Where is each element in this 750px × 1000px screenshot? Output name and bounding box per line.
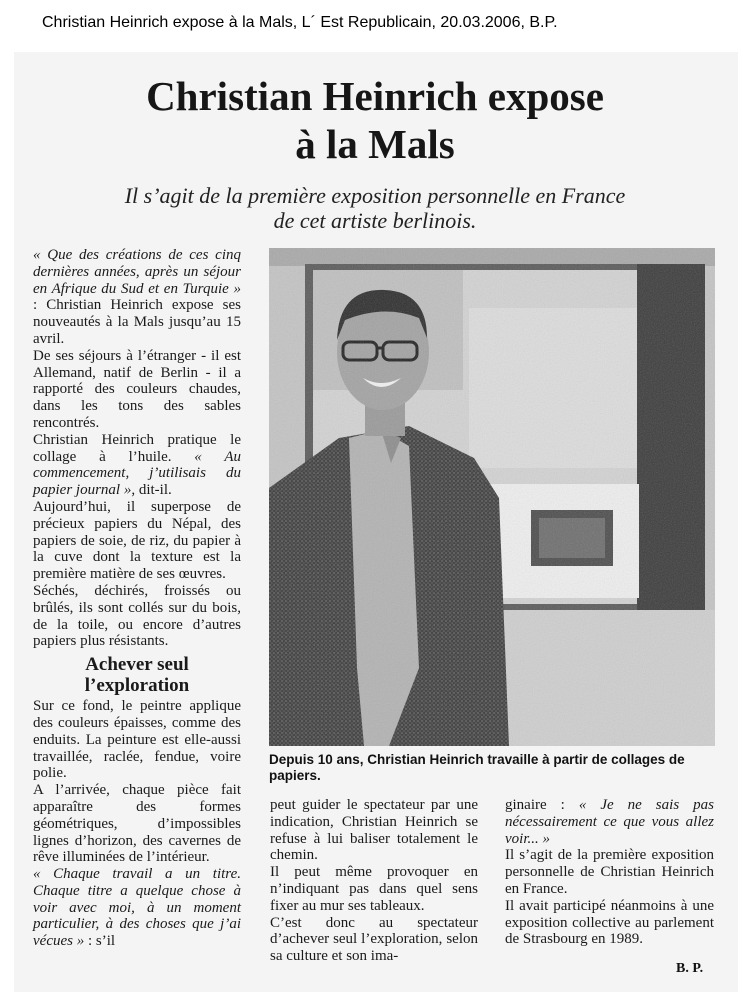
paragraph: De ses séjours à l’étranger - il est Allemand, natif de Berlin - il a rapporté des couleurs chaudes, dans les tons des sables rencontrés.: [33, 347, 241, 431]
paragraph: Il s’agit de la première exposition personnelle de Christian Heinrich en France.: [505, 847, 714, 897]
paragraph: peut guider le spectateur par une indication, Christian Heinrich se refuse à lui baliser totalement le chemin.: [270, 797, 478, 864]
paragraph: Sur ce fond, le peintre applique des couleurs épaisses, comme des enduits. La peinture est elle-aussi travaillée, raclée, fendue, voire polie.: [33, 698, 241, 782]
author-signature: B. P.: [676, 961, 704, 976]
paragraph: Aujourd’hui, il superpose de précieux papiers du Népal, des papiers de soie, de riz, du papier à la cuve dont la texture est la première matière de ses œuvres.: [33, 498, 241, 583]
headline-line-2: à la Mals: [295, 121, 455, 167]
paragraph: Christian Heinrich pratique le collage à l’huile. « Au commencement, j’utilisais du papier journal », dit-il.: [33, 431, 241, 499]
article-subtitle: [0, 183, 750, 233]
paragraph: Il avait participé néanmoins à une exposition collective au parlement de Strasbourg en 1989.: [505, 897, 714, 948]
headline-line-1: Christian Heinrich expose: [146, 73, 604, 119]
quote: « Au commencement, j’utilisais du papier journal »: [33, 448, 241, 499]
quote: « Chaque travail a un titre. Chaque titre a quelque chose à voir avec moi, à un moment particulier, à des choses que j’ai vécues »: [33, 866, 241, 950]
page-caption: Christian Heinrich expose à la Mals, L´ Est Republicain, 20.03.2006, B.P.: [42, 14, 558, 31]
quote: « Je ne sais pas nécessairement ce que vous allez voir... »: [505, 797, 714, 847]
paragraph: A l’arrivée, chaque pièce fait apparaître des formes géométriques, d’impossibles lignes d’horizon, des cavernes de rêve illuminées de l’intérieur.: [33, 782, 241, 866]
photo-caption: Depuis 10 ans, Christian Heinrich travaille à partir de collages de papiers.: [269, 752, 685, 783]
paragraph: « Que des créations de ces cinq dernières années, après un séjour en Afrique du Sud et en Turquie » : Christian Heinrich expose ses nouveautés à la Mals jusqu’au 15 avril.: [33, 247, 241, 347]
paragraph: Séchés, déchirés, froissés ou brûlés, ils sont collés sur du bois, de la toile, ou encore d’autres papiers plus résistants.: [33, 582, 241, 650]
article-headline: [0, 72, 750, 168]
article-subheading: Achever seul l’exploration: [84, 654, 190, 697]
paragraph: « Chaque travail a un titre. Chaque titre a quelque chose à voir avec moi, à un moment particulier, à des choses que j’ai vécues » : s’il: [33, 866, 241, 950]
subtitle-line-1: Il s’agit de la première exposition personnelle en France: [124, 183, 626, 208]
article-column-2: [270, 797, 478, 965]
photo-artist-with-painting: [269, 248, 715, 746]
article-column-3: [505, 797, 714, 948]
paragraph: Il peut même provoquer en n’indiquant pas dans quel sens fixer au mur ses tableaux.: [270, 864, 478, 914]
article-column-1: [33, 247, 241, 950]
article-photo: [269, 248, 715, 746]
quote: « Que des créations de ces cinq dernières années, après un séjour en Afrique du Sud et en Turquie »: [33, 247, 241, 297]
subtitle-line-2: de cet artiste berlinois.: [273, 208, 477, 233]
paragraph: C’est donc au spectateur d’achever seul l’exploration, selon sa culture et son ima-: [270, 914, 478, 965]
paragraph: ginaire : « Je ne sais pas nécessairement ce que vous allez voir... »: [505, 797, 714, 847]
